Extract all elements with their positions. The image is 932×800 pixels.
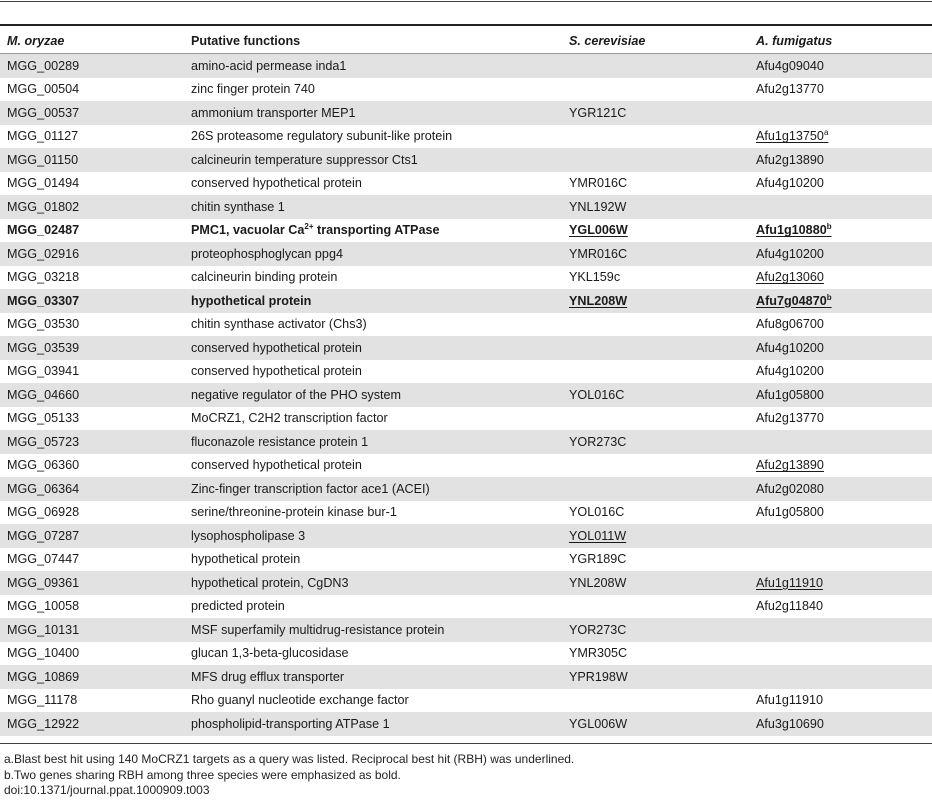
function-text: ammonium transporter MEP1 [191, 105, 356, 120]
cell-s-cerevisiae [562, 571, 749, 595]
cell-s-cerevisiae [562, 289, 749, 313]
cell-gene-id [0, 618, 184, 642]
gene-id: MGG_01802 [7, 199, 80, 214]
s-cerevisiae-id: YOL016C [569, 387, 625, 402]
cell-a-fumigatus [749, 548, 932, 572]
gene-id: MGG_01127 [7, 129, 79, 144]
table-row [0, 501, 932, 525]
cell-a-fumigatus [749, 242, 932, 266]
cell-gene-id [0, 430, 184, 454]
a-fumigatus-entry [756, 482, 824, 496]
cell-s-cerevisiae [562, 454, 749, 478]
gene-id: MGG_06928 [7, 505, 80, 520]
gene-id: MGG_10869 [7, 669, 80, 684]
table-row [0, 524, 932, 548]
a-fumigatus-id: Afu2g13770 [756, 82, 824, 97]
footnote-marker: a [823, 128, 829, 138]
function-text: conserved hypothetical protein [191, 176, 362, 191]
a-fumigatus-entry [756, 693, 823, 707]
cell-s-cerevisiae [562, 195, 749, 219]
a-fumigatus-entry [756, 176, 824, 190]
cell-gene-id [0, 501, 184, 525]
gene-id: MGG_07287 [7, 528, 80, 543]
function-text: PMC1, vacuolar Ca [191, 223, 305, 238]
cell-s-cerevisiae [562, 148, 749, 172]
a-fumigatus-entry [756, 576, 823, 590]
cell-function [184, 266, 562, 290]
table-bottom-rule [0, 743, 932, 744]
header-m-oryzae: M. oryzae [0, 29, 184, 54]
cell-s-cerevisiae [562, 548, 749, 572]
header-putative-functions: Putative functions [184, 29, 562, 54]
gene-table [0, 29, 932, 736]
cell-s-cerevisiae [562, 477, 749, 501]
function-text: MFS drug efflux transporter [191, 669, 345, 684]
gene-id: MGG_03307 [7, 293, 80, 308]
footnote-b: b.Two genes sharing RBH among three species were emphasized as bold. [4, 767, 401, 782]
cell-function [184, 148, 562, 172]
a-fumigatus-entry [756, 294, 832, 308]
a-fumigatus-entry [756, 247, 824, 261]
table-row [0, 360, 932, 384]
cell-s-cerevisiae [562, 524, 749, 548]
table-row [0, 172, 932, 196]
cell-a-fumigatus [749, 383, 932, 407]
cell-gene-id [0, 477, 184, 501]
cell-function [184, 477, 562, 501]
table-row [0, 219, 932, 243]
function-superscript: 2+ [304, 222, 314, 232]
cell-a-fumigatus [749, 642, 932, 666]
cell-a-fumigatus [749, 571, 932, 595]
cell-gene-id [0, 313, 184, 337]
cell-a-fumigatus [749, 219, 932, 243]
cell-a-fumigatus [749, 407, 932, 431]
function-text: hypothetical protein [191, 293, 312, 308]
table-row [0, 642, 932, 666]
cell-function [184, 689, 562, 713]
gene-id: MGG_03941 [7, 364, 80, 379]
s-cerevisiae-id: YNL208W [569, 575, 627, 590]
gene-id: MGG_05133 [7, 411, 80, 426]
a-fumigatus-entry [756, 341, 824, 355]
a-fumigatus-id: Afu1g10880 [756, 223, 827, 238]
cell-gene-id [0, 595, 184, 619]
cell-function [184, 219, 562, 243]
s-cerevisiae-id: YNL192W [569, 199, 627, 214]
gene-id: MGG_12922 [7, 716, 80, 731]
cell-s-cerevisiae [562, 430, 749, 454]
cell-s-cerevisiae [562, 642, 749, 666]
header-a-fumigatus: A. fumigatus [749, 29, 932, 54]
cell-s-cerevisiae [562, 689, 749, 713]
cell-function [184, 78, 562, 102]
table-row [0, 242, 932, 266]
s-cerevisiae-id: YGL006W [569, 223, 628, 238]
cell-a-fumigatus [749, 336, 932, 360]
cell-function [184, 665, 562, 689]
cell-gene-id [0, 54, 184, 78]
cell-gene-id [0, 360, 184, 384]
cell-s-cerevisiae [562, 78, 749, 102]
cell-function [184, 172, 562, 196]
cell-gene-id [0, 571, 184, 595]
cell-a-fumigatus [749, 172, 932, 196]
cell-function [184, 407, 562, 431]
table-row [0, 148, 932, 172]
gene-id: MGG_01494 [7, 176, 80, 191]
table-row [0, 689, 932, 713]
function-text: calcineurin binding protein [191, 270, 338, 285]
gene-id: MGG_02916 [7, 246, 80, 261]
table-row [0, 665, 932, 689]
s-cerevisiae-id: YGL006W [569, 716, 628, 731]
cell-s-cerevisiae [562, 712, 749, 736]
cell-a-fumigatus [749, 618, 932, 642]
table-row [0, 712, 932, 736]
function-text: MoCRZ1, C2H2 transcription factor [191, 411, 388, 426]
gene-id: MGG_00289 [7, 58, 80, 73]
cell-function [184, 54, 562, 78]
cell-a-fumigatus [749, 289, 932, 313]
table-top-rule [0, 1, 932, 2]
gene-id: MGG_03530 [7, 317, 80, 332]
a-fumigatus-entry [756, 270, 824, 284]
cell-a-fumigatus [749, 595, 932, 619]
gene-id: MGG_06360 [7, 458, 80, 473]
gene-id: MGG_04660 [7, 387, 80, 402]
table-row [0, 125, 932, 149]
cell-s-cerevisiae [562, 101, 749, 125]
s-cerevisiae-id: YPR198W [569, 669, 628, 684]
cell-function [184, 548, 562, 572]
doi-text: doi:10.1371/journal.ppat.1000909.t003 [4, 783, 210, 797]
header-s-cerevisiae: S. cerevisiae [562, 29, 749, 54]
cell-a-fumigatus [749, 266, 932, 290]
function-text: Zinc-finger transcription factor ace1 (ACEI) [191, 481, 430, 496]
a-fumigatus-id: Afu2g13890 [756, 458, 824, 473]
a-fumigatus-entry [756, 223, 832, 237]
gene-id: MGG_10400 [7, 646, 80, 661]
cell-function [184, 101, 562, 125]
a-fumigatus-id: Afu4g10200 [756, 176, 824, 191]
cell-gene-id [0, 336, 184, 360]
table-row [0, 454, 932, 478]
cell-function [184, 383, 562, 407]
function-text: conserved hypothetical protein [191, 364, 362, 379]
gene-id: MGG_03539 [7, 340, 80, 355]
gene-id: MGG_00504 [7, 82, 80, 97]
table-row [0, 618, 932, 642]
s-cerevisiae-id: YMR016C [569, 246, 628, 261]
a-fumigatus-entry [756, 317, 824, 331]
cell-function [184, 289, 562, 313]
table-row [0, 571, 932, 595]
s-cerevisiae-id: YOL016C [569, 505, 625, 520]
function-text: proteophosphoglycan ppg4 [191, 246, 343, 261]
cell-a-fumigatus [749, 454, 932, 478]
table-row [0, 477, 932, 501]
a-fumigatus-id: Afu4g10200 [756, 364, 824, 379]
cell-function [184, 501, 562, 525]
a-fumigatus-id: Afu8g06700 [756, 317, 824, 332]
a-fumigatus-id: Afu1g11910 [756, 575, 823, 590]
cell-a-fumigatus [749, 712, 932, 736]
cell-gene-id [0, 665, 184, 689]
function-text: glucan 1,3-beta-glucosidase [191, 646, 349, 661]
a-fumigatus-entry [756, 505, 824, 519]
s-cerevisiae-id: YMR016C [569, 176, 628, 191]
a-fumigatus-id: Afu7g04870 [756, 293, 827, 308]
cell-gene-id [0, 125, 184, 149]
cell-s-cerevisiae [562, 360, 749, 384]
cell-gene-id [0, 195, 184, 219]
s-cerevisiae-id: YGR189C [569, 552, 627, 567]
cell-gene-id [0, 548, 184, 572]
cell-s-cerevisiae [562, 618, 749, 642]
gene-id: MGG_01150 [7, 152, 79, 167]
cell-a-fumigatus [749, 101, 932, 125]
function-text: phospholipid-transporting ATPase 1 [191, 716, 390, 731]
cell-s-cerevisiae [562, 336, 749, 360]
cell-a-fumigatus [749, 501, 932, 525]
cell-s-cerevisiae [562, 242, 749, 266]
gene-id: MGG_05723 [7, 434, 80, 449]
function-text: 26S proteasome regulatory subunit-like protein [191, 129, 453, 144]
s-cerevisiae-id: YOR273C [569, 434, 627, 449]
cell-s-cerevisiae [562, 501, 749, 525]
function-text: serine/threonine-protein kinase bur-1 [191, 505, 397, 520]
a-fumigatus-id: Afu1g05800 [756, 505, 824, 520]
table-row [0, 407, 932, 431]
function-text: chitin synthase 1 [191, 199, 285, 214]
s-cerevisiae-id: YNL208W [569, 293, 628, 308]
footnote-marker: b [826, 292, 832, 302]
table-row [0, 289, 932, 313]
cell-s-cerevisiae [562, 313, 749, 337]
cell-gene-id [0, 689, 184, 713]
cell-gene-id [0, 289, 184, 313]
gene-id: MGG_10058 [7, 599, 80, 614]
cell-gene-id [0, 148, 184, 172]
cell-function [184, 618, 562, 642]
cell-s-cerevisiae [562, 266, 749, 290]
function-text: amino-acid permease inda1 [191, 58, 347, 73]
footnote-marker: b [826, 222, 832, 232]
gene-id: MGG_11178 [7, 693, 78, 708]
cell-function [184, 125, 562, 149]
cell-function [184, 360, 562, 384]
table-footnotes [4, 752, 574, 799]
a-fumigatus-id: Afu2g13890 [756, 152, 824, 167]
cell-s-cerevisiae [562, 54, 749, 78]
cell-function [184, 454, 562, 478]
cell-function [184, 195, 562, 219]
cell-gene-id [0, 101, 184, 125]
function-text: Rho guanyl nucleotide exchange factor [191, 693, 409, 708]
table-row [0, 336, 932, 360]
cell-function [184, 642, 562, 666]
gene-id: MGG_02487 [7, 223, 80, 238]
cell-gene-id [0, 712, 184, 736]
cell-a-fumigatus [749, 78, 932, 102]
cell-s-cerevisiae [562, 665, 749, 689]
function-text: conserved hypothetical protein [191, 458, 362, 473]
s-cerevisiae-id: YKL159c [569, 270, 621, 285]
table-row [0, 383, 932, 407]
cell-function [184, 430, 562, 454]
table-row [0, 430, 932, 454]
gene-id: MGG_07447 [7, 552, 80, 567]
function-text: MSF superfamily multidrug-resistance protein [191, 622, 445, 637]
function-text: zinc finger protein 740 [191, 82, 315, 97]
function-text: hypothetical protein, CgDN3 [191, 575, 349, 590]
a-fumigatus-id: Afu2g11840 [756, 599, 823, 614]
a-fumigatus-id: Afu2g13770 [756, 411, 824, 426]
gene-id: MGG_10131 [7, 622, 80, 637]
table-header-rule [0, 24, 932, 26]
cell-a-fumigatus [749, 148, 932, 172]
cell-s-cerevisiae [562, 219, 749, 243]
cell-a-fumigatus [749, 524, 932, 548]
cell-a-fumigatus [749, 125, 932, 149]
a-fumigatus-entry [756, 411, 824, 425]
function-text: conserved hypothetical protein [191, 340, 362, 355]
function-text: chitin synthase activator (Chs3) [191, 317, 367, 332]
table-row [0, 101, 932, 125]
table-row [0, 78, 932, 102]
cell-function [184, 313, 562, 337]
a-fumigatus-id: Afu3g10690 [756, 716, 824, 731]
cell-function [184, 571, 562, 595]
gene-id: MGG_09361 [7, 575, 80, 590]
function-text: hypothetical protein [191, 552, 301, 567]
a-fumigatus-id: Afu1g11910 [756, 693, 823, 708]
a-fumigatus-id: Afu2g02080 [756, 481, 824, 496]
table-header-row [0, 29, 932, 54]
s-cerevisiae-id: YMR305C [569, 646, 628, 661]
cell-a-fumigatus [749, 313, 932, 337]
a-fumigatus-entry [756, 717, 824, 731]
function-text: predicted protein [191, 599, 285, 614]
table-body [0, 54, 932, 736]
a-fumigatus-entry [756, 388, 824, 402]
cell-a-fumigatus [749, 360, 932, 384]
cell-gene-id [0, 454, 184, 478]
a-fumigatus-entry [756, 458, 824, 472]
cell-s-cerevisiae [562, 407, 749, 431]
cell-s-cerevisiae [562, 125, 749, 149]
cell-function [184, 524, 562, 548]
gene-id: MGG_06364 [7, 481, 80, 496]
cell-gene-id [0, 642, 184, 666]
table-row [0, 595, 932, 619]
cell-s-cerevisiae [562, 383, 749, 407]
gene-id: MGG_03218 [7, 270, 80, 285]
s-cerevisiae-id: YGR121C [569, 105, 627, 120]
a-fumigatus-entry [756, 82, 824, 96]
table-row [0, 548, 932, 572]
s-cerevisiae-id: YOL011W [569, 528, 627, 543]
a-fumigatus-id: Afu4g10200 [756, 246, 824, 261]
s-cerevisiae-id: YOR273C [569, 622, 627, 637]
function-text: fluconazole resistance protein 1 [191, 434, 369, 449]
function-text: negative regulator of the PHO system [191, 387, 401, 402]
cell-gene-id [0, 383, 184, 407]
cell-a-fumigatus [749, 195, 932, 219]
cell-function [184, 712, 562, 736]
cell-gene-id [0, 407, 184, 431]
cell-s-cerevisiae [562, 595, 749, 619]
footnote-a: a.Blast best hit using 140 MoCRZ1 targets as a query was listed. Reciprocal best hit (RBH) was underlined. [4, 752, 575, 766]
table-row [0, 266, 932, 290]
a-fumigatus-id: Afu2g13060 [756, 270, 824, 285]
table-row [0, 54, 932, 78]
a-fumigatus-entry [756, 599, 823, 613]
a-fumigatus-id: Afu1g13750 [756, 129, 824, 144]
a-fumigatus-entry [756, 153, 824, 167]
cell-function [184, 595, 562, 619]
cell-gene-id [0, 524, 184, 548]
table-row [0, 313, 932, 337]
cell-gene-id [0, 242, 184, 266]
cell-gene-id [0, 78, 184, 102]
gene-id: MGG_00537 [7, 105, 80, 120]
cell-gene-id [0, 266, 184, 290]
function-text: lysophospholipase 3 [191, 528, 306, 543]
cell-s-cerevisiae [562, 172, 749, 196]
a-fumigatus-id: Afu1g05800 [756, 387, 824, 402]
function-text: calcineurin temperature suppressor Cts1 [191, 152, 418, 167]
a-fumigatus-entry [756, 129, 828, 143]
a-fumigatus-id: Afu4g10200 [756, 340, 824, 355]
cell-a-fumigatus [749, 689, 932, 713]
cell-function [184, 242, 562, 266]
cell-a-fumigatus [749, 430, 932, 454]
cell-a-fumigatus [749, 665, 932, 689]
cell-a-fumigatus [749, 54, 932, 78]
cell-a-fumigatus [749, 477, 932, 501]
cell-function [184, 336, 562, 360]
function-text-tail: transporting ATPase [313, 223, 440, 238]
table-row [0, 195, 932, 219]
a-fumigatus-id: Afu4g09040 [756, 58, 824, 73]
a-fumigatus-entry [756, 59, 824, 73]
cell-gene-id [0, 219, 184, 243]
cell-gene-id [0, 172, 184, 196]
a-fumigatus-entry [756, 364, 824, 378]
